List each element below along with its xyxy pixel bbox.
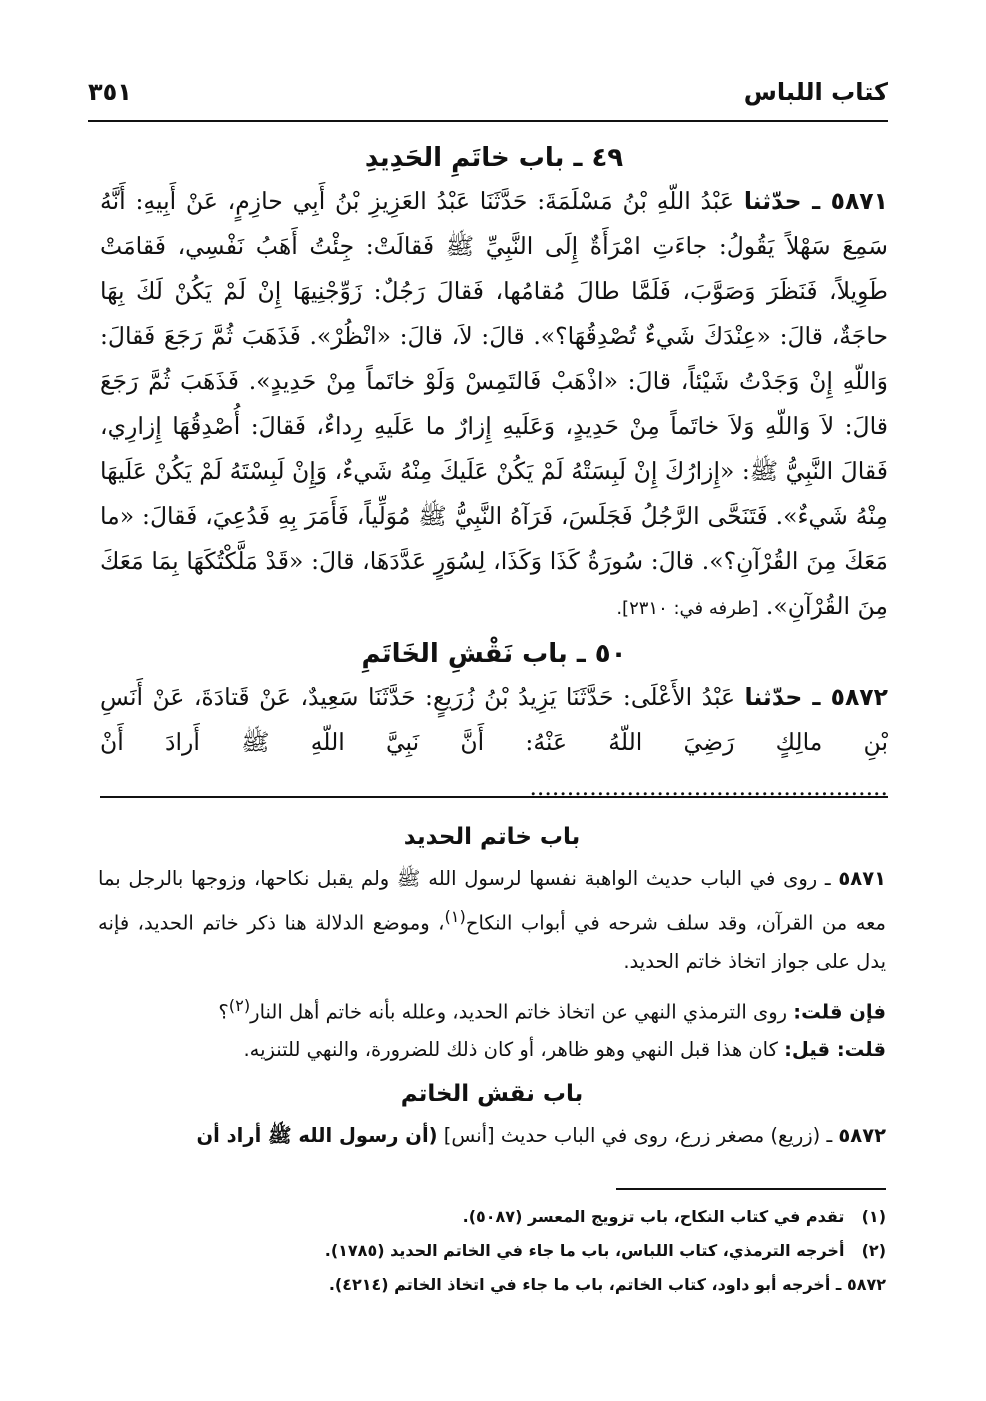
page-number: ٣٥١ bbox=[88, 78, 132, 106]
footnote-number: (٢) bbox=[861, 1241, 886, 1260]
hadith-number: ٥٨٧١ ـ حدّثنا bbox=[743, 187, 888, 215]
ellipsis-dots: ................................................ bbox=[529, 773, 888, 801]
footnote-text: أخرجه أبو داود، كتاب الخاتم، باب ما جاء في اتخاذ الخاتم (٤٢١٤). bbox=[328, 1275, 831, 1294]
commentary-title-2: باب نقش الخاتم bbox=[400, 1081, 584, 1107]
footnote-1 bbox=[120, 1200, 886, 1234]
hadith-5871 bbox=[100, 179, 888, 631]
section-divider bbox=[100, 796, 888, 798]
answer-label: قلت: قيل: bbox=[784, 1038, 886, 1061]
hadith-5872 bbox=[100, 675, 888, 810]
footnote-number: ٥٨٧٢ ـ bbox=[835, 1275, 886, 1294]
footnote-text: تقدم في كتاب النكاح، باب تزويج المعسر (٥٠٨٧). bbox=[462, 1207, 845, 1226]
chapter-title-49: ٤٩ ـ باب خاتَمِ الحَدِيدِ bbox=[364, 143, 624, 173]
hadith-body: عَبْدُ الأَعْلَى: حَدَّثَنَا يَزِيدُ بْنُ زُرَيعٍ: حَدَّثَنَا سَعِيدٌ، عَنْ قَتادَةَ، عَنْ أَنَسِ بْنِ مالِكٍ رَضِيَ اللّهُ عَنْهُ: أَنَّ نَبِيَّ اللّهِ ﷺ أَرادَ أَنْ bbox=[100, 683, 888, 756]
commentary-number: ٥٨٧١ bbox=[838, 867, 886, 890]
question-label: فإن قلت: bbox=[793, 1000, 886, 1023]
hadith-number: ٥٨٧٢ ـ حدّثنا bbox=[744, 683, 888, 711]
commentary-section bbox=[98, 812, 886, 1155]
commentary-text: ، وموضع الدلالة هنا ذكر خاتم الحديد، فإنه يدل على جواز اتخاذ خاتم الحديد. bbox=[98, 911, 886, 973]
footnote-number: (١) bbox=[861, 1207, 886, 1226]
footnote-2 bbox=[120, 1234, 886, 1268]
commentary-text: ـ (زريع) مصغر زرع، روى في الباب حديث [أنس] bbox=[437, 1124, 839, 1147]
commentary-paragraph-5871 bbox=[98, 860, 886, 981]
footnote-3 bbox=[120, 1268, 886, 1302]
chapter-title-50: ٥٠ ـ باب نَقْشِ الخَاتَمِ bbox=[361, 639, 627, 669]
footnote-divider bbox=[616, 1188, 886, 1190]
page-header bbox=[88, 72, 888, 122]
commentary-question bbox=[98, 987, 886, 1070]
footnotes bbox=[120, 1200, 886, 1302]
commentary-paragraph-5872 bbox=[98, 1117, 886, 1155]
question-mark: ؟ bbox=[218, 1000, 229, 1023]
footnote-marker-2[interactable]: (٢) bbox=[228, 995, 251, 1015]
commentary-text: ـ روى في الباب حديث الواهبة نفسها لرسول الله ﷺ ولم يقبل نكاحها، وزوجها بالرجل بما معه من القرآن، وقد سلف شرحه في أبواب النكاح bbox=[98, 867, 886, 935]
hadith-text-section bbox=[100, 137, 888, 810]
commentary-number: ٥٨٧٢ bbox=[838, 1124, 886, 1147]
hadith-reference: [طرفه في: ٢٣١٠]. bbox=[616, 598, 759, 619]
hadith-body: عَبْدُ اللّهِ بْنُ مَسْلَمَةَ: حَدَّثَنَا عَبْدُ العَزِيزِ بْنُ أَبِي حازِمٍ، عَنْ أَبِيهِ: أَنَّهُ سَمِعَ سَهْلاً يَقُولُ: جاءَتِ امْرَأَةٌ إِلَى النَّبِيِّ ﷺ فَقالَتْ: جِئْتُ أَهَبُ نَفْسِي، فَقامَتْ طَوِيلاً، فَنَظَرَ وَصَوَّبَ، فَلَمَّا طالَ مُقامُها، فَقالَ رَجُلٌ: زَوِّجْنِيهَا إِنْ لَمْ يَكُنْ لَكَ بِهَا حاجَةٌ، قالَ: «عِنْدَكَ شَيءٌ تُصْدِقُهَا؟». قالَ: لاَ، قالَ: «انْظُرْ». فَذَهَبَ ثُمَّ رَجَعَ فَقالَ: وَاللّهِ إِنْ وَجَدْتُ شَيْئاً، قالَ: «اذْهَبْ فَالتَمِسْ وَلَوْ خاتَماً مِنْ حَدِيدٍ». فَذَهَبَ ثُمَّ رَجَعَ قالَ: لاَ وَاللّهِ وَلاَ خاتَماً مِنْ حَدِيدٍ، وَعَلَيهِ إِزارٌ ما عَلَيهِ رِداءٌ، فَقالَ: أُصْدِقُهَا إِزارِي، فَقالَ النَّبِيُّ ﷺ: «إِزارُكَ إِنْ لَبِسَتْهُ لَمْ يَكُنْ عَلَيكَ مِنْهُ شَيءٌ، وَإِنْ لَبِسْتَهُ لَمْ يَكُنْ عَلَيهَا مِنْهُ شَيءٌ». فَتَنَحَّى الرَّجُلُ فَجَلَسَ، فَرَآهُ النَّبِيُّ ﷺ مُوَلِّياً، فَأَمَرَ بِهِ فَدُعِيَ، فَقالَ: «ما مَعَكَ مِنَ القُرْآنِ؟». قالَ: سُورَةُ كَذَا وَكَذَا، لِسُوَرٍ عَدَّدَهَا، قالَ: «قَدْ مَلَّكْتُكَهَا بِمَا مَعَكَ مِنَ القُرْآنِ». bbox=[100, 187, 888, 620]
footnote-text: أخرجه الترمذي، كتاب اللباس، باب ما جاء في الخاتم الحديد (١٧٨٥). bbox=[324, 1241, 845, 1260]
running-title: كتاب اللباس bbox=[743, 78, 888, 106]
question-text: روى الترمذي النهي عن اتخاذ خاتم الحديد، وعلله بأنه خاتم أهل النار bbox=[250, 1000, 794, 1023]
answer-text: كان هذا قبل النهي وهو ظاهر، أو كان ذلك للضرورة، والنهي للتنزيه. bbox=[243, 1038, 785, 1061]
commentary-quote: (أن رسول الله ﷺ أراد أن bbox=[196, 1124, 438, 1147]
footnote-marker-1[interactable]: (١) bbox=[444, 907, 466, 926]
commentary-title-1: باب خاتم الحديد bbox=[403, 824, 581, 850]
